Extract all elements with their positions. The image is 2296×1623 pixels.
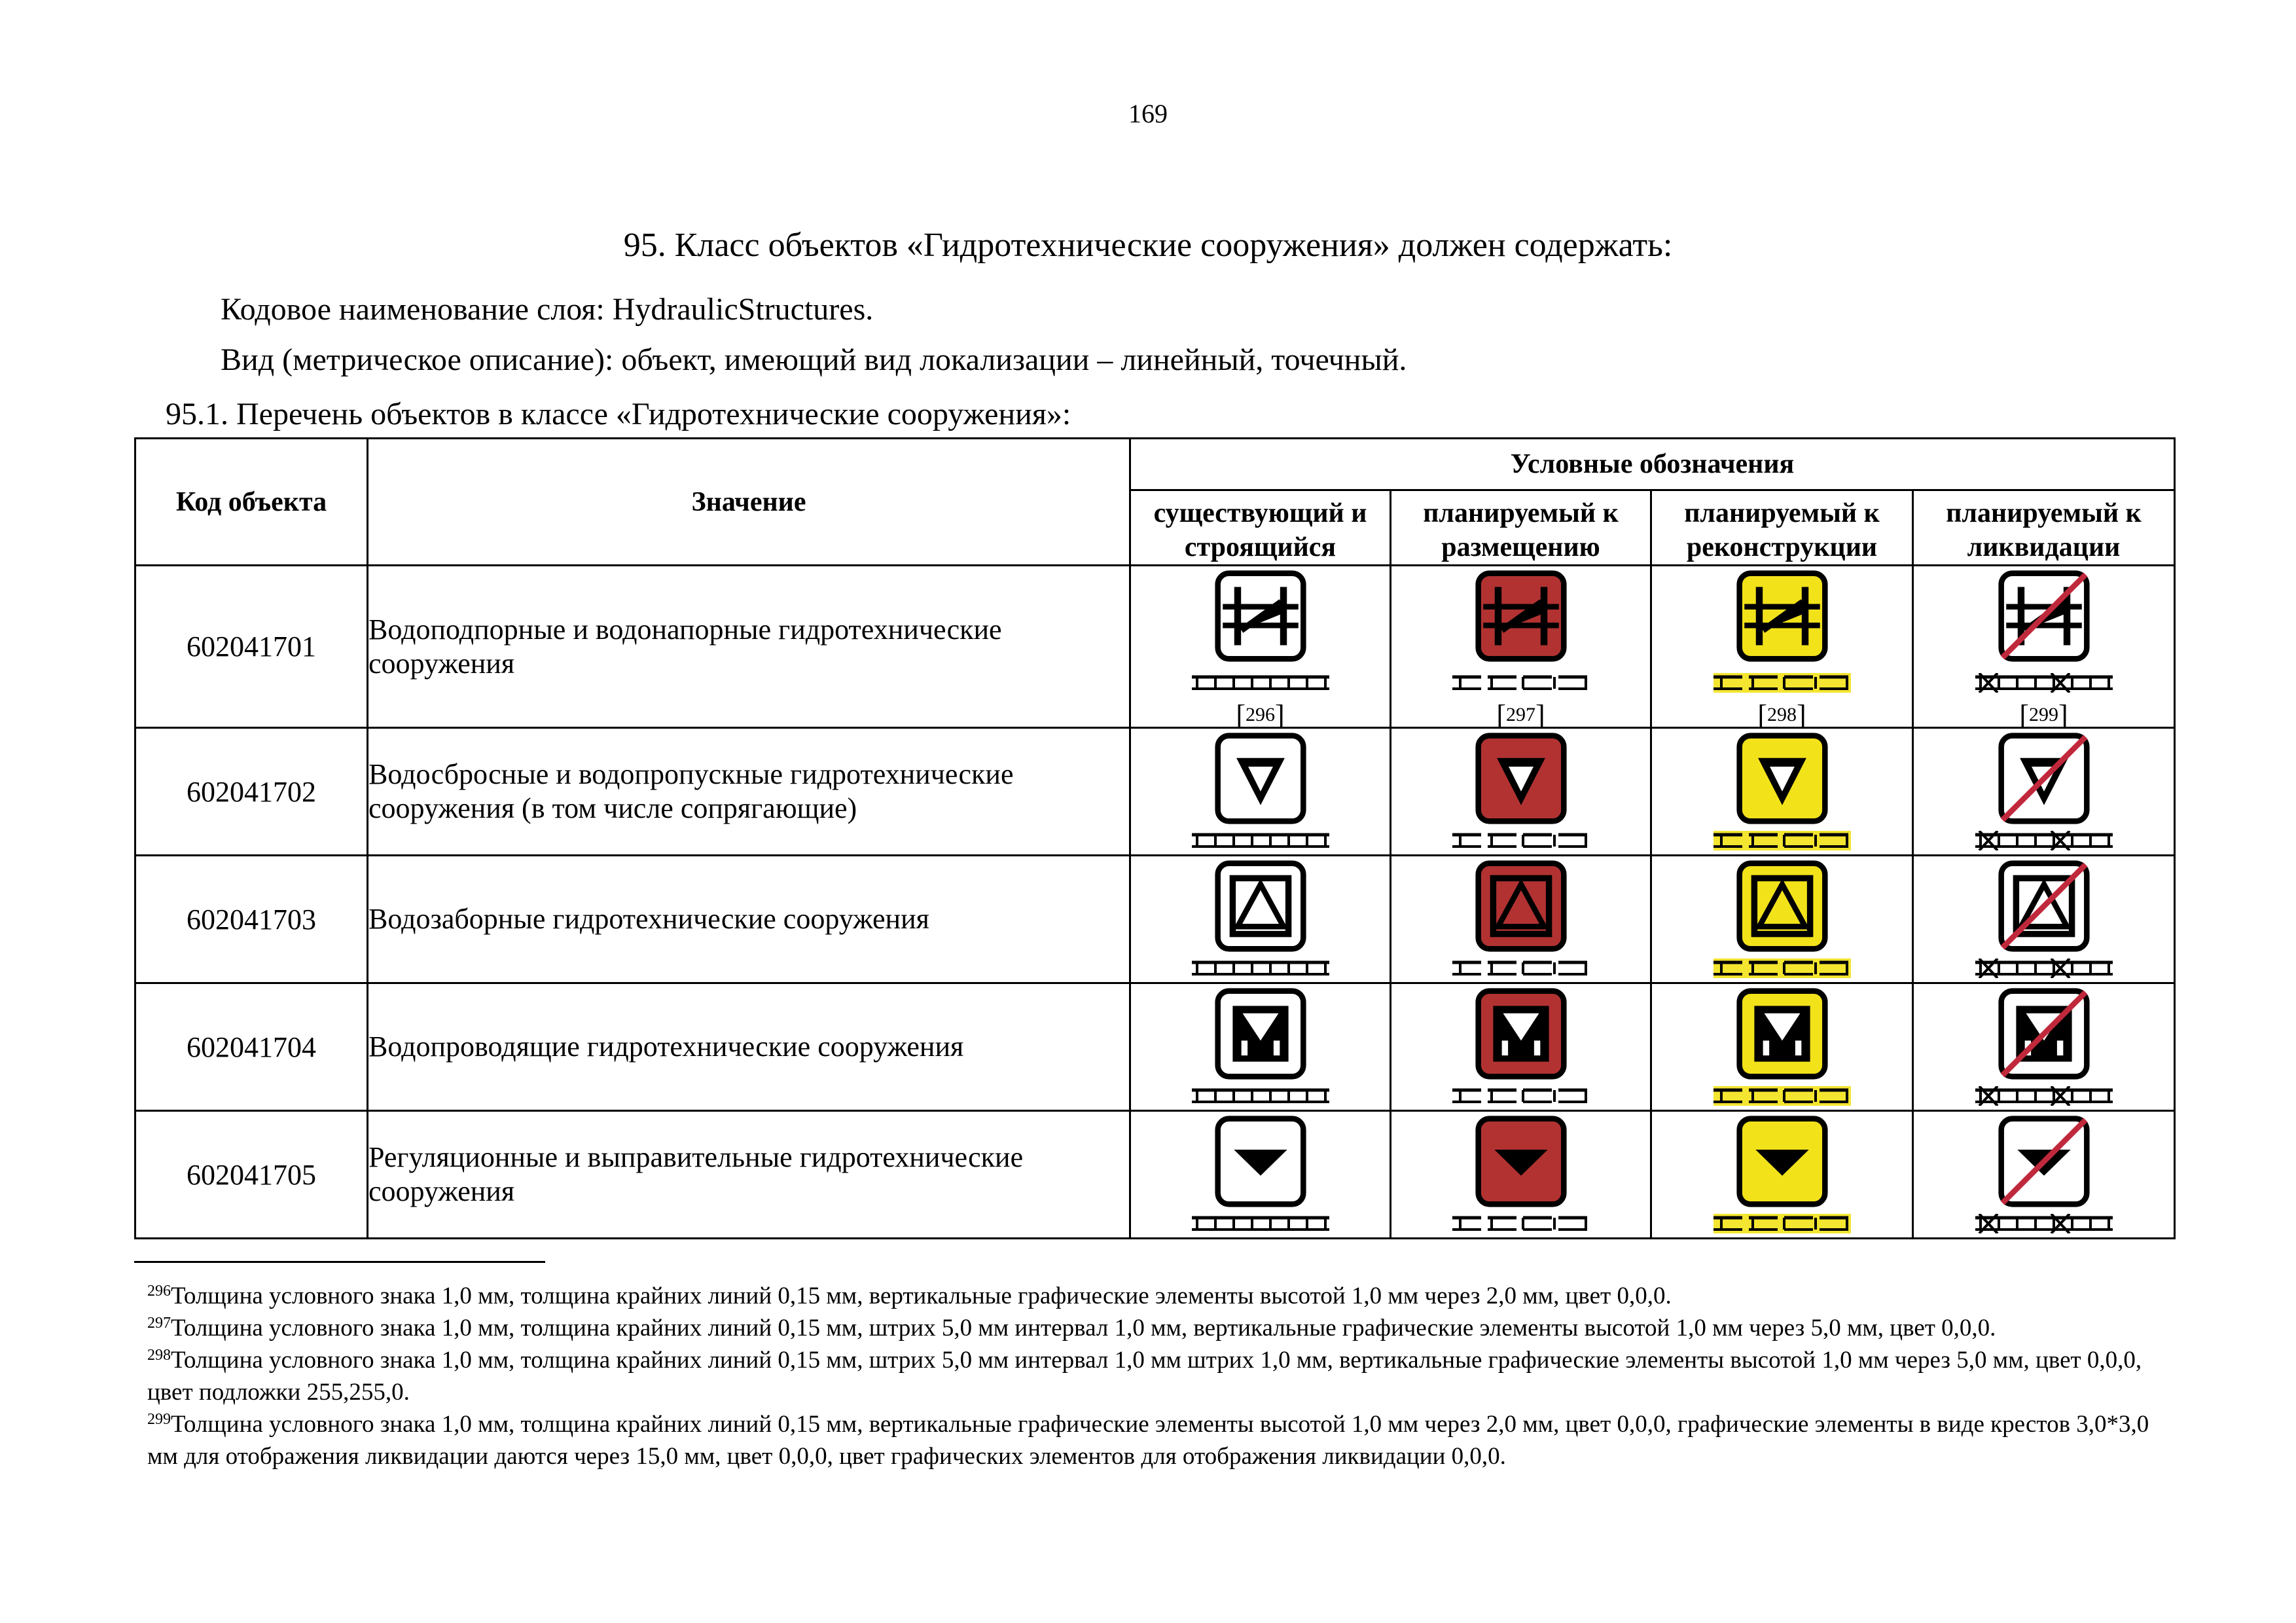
symbol-cell-reconstruction: [1651, 1111, 1913, 1239]
symbol-cell-planned: [1391, 566, 1651, 731]
spillway-icon: [1214, 732, 1307, 825]
spillway-icon: [1998, 732, 2090, 825]
symbol-cell-reconstruction: [1651, 983, 1913, 1111]
symbol-cell-existing: [1130, 983, 1391, 1111]
dam-icon: [1736, 570, 1829, 663]
line-symbol: [1713, 831, 1851, 850]
regulation-icon: [1736, 1115, 1829, 1208]
line-symbol: [1192, 673, 1329, 693]
symbol-cell-liquidation: [1913, 1111, 2175, 1239]
symbol-cell-existing: [1130, 728, 1391, 856]
footnote-divider: [134, 1261, 545, 1263]
symbol-cell-planned: [1391, 728, 1651, 856]
object-code: 602041701: [135, 566, 368, 728]
line-symbol: [1713, 958, 1851, 978]
page-number: 169: [1128, 99, 1168, 128]
line-symbol: [1975, 831, 2113, 850]
line-symbol: [1452, 831, 1590, 850]
header-meaning: Значение: [368, 439, 1130, 566]
object-code: 602041702: [135, 728, 368, 856]
object-code: 602041705: [135, 1111, 368, 1239]
symbol-cell-liquidation: [1913, 983, 2175, 1111]
spillway-icon: [1475, 732, 1568, 825]
table-row: [135, 983, 2175, 1111]
header-liquidation: планируемый к ликвидации: [1913, 490, 2175, 566]
object-meaning: Водопроводящие гидротехнические сооружения: [368, 983, 1130, 1111]
water-intake-icon: [1998, 860, 2090, 953]
line-symbol: [1975, 958, 2113, 978]
dam-icon: [1998, 570, 2090, 663]
header-existing: существующий и строящийся: [1130, 490, 1391, 566]
line-symbol: [1975, 1214, 2113, 1233]
water-intake-icon: [1736, 860, 1829, 953]
object-list-title: 95.1. Перечень объектов в классе «Гидротехнические сооружения»:: [166, 397, 1071, 431]
line-symbol: [1713, 1214, 1851, 1233]
line-symbol: [1452, 673, 1590, 693]
object-code: 602041703: [135, 856, 368, 983]
line-symbol: [1975, 1086, 2113, 1106]
footnotes: [147, 1280, 2150, 1472]
metric-description-line: Вид (метрическое описание): объект, имеющий вид локализации – линейный, точечный.: [221, 342, 1407, 377]
header-symbols: Условные обозначения: [1130, 439, 2175, 490]
symbol-cell-planned: [1391, 1111, 1651, 1239]
symbol-cell-liquidation: [1913, 566, 2175, 731]
footnote: $^{296}$Толщина условного знака 1,0 мм, толщина крайних линий 0,15 мм, вертикальные графические элементы высотой 1,0 мм через 2,0 мм, цвет 0,0,0.: [147, 1283, 1672, 1309]
line-symbol: [1192, 1086, 1329, 1106]
symbol-cell-reconstruction: [1651, 728, 1913, 856]
object-code: 602041704: [135, 983, 368, 1111]
line-symbol: [1975, 673, 2113, 693]
water-intake-icon: [1214, 860, 1307, 953]
line-symbol: [1192, 958, 1329, 978]
water-conduit-icon: [1214, 987, 1307, 1080]
spillway-icon: [1736, 732, 1829, 825]
symbol-cell-existing: [1130, 856, 1391, 983]
symbol-cell-reconstruction: [1651, 856, 1913, 983]
footnote-ref: [298]: [1757, 699, 1806, 731]
footnote-ref: [299]: [2019, 699, 2068, 731]
symbol-cell-existing: [1130, 1111, 1391, 1239]
symbol-cell-existing: [1130, 566, 1391, 731]
footnote-ref: [296]: [1236, 699, 1285, 731]
line-symbol: [1713, 1086, 1851, 1106]
footnote: $^{298}$Толщина условного знака 1,0 мм, толщина крайних линий 0,15 мм, штрих 5,0 мм интервал 1,0 мм штрих 1,0 мм, вертикальные графические элементы высотой 1,0 мм через 5,0 мм, цвет 0,0,0, цвет подложки 255,255,0.: [147, 1347, 2142, 1406]
table-row: [135, 566, 2175, 728]
dam-icon: [1475, 570, 1568, 663]
line-symbol: [1452, 1086, 1590, 1106]
water-conduit-icon: [1736, 987, 1829, 1080]
symbol-cell-planned: [1391, 856, 1651, 983]
objects-table: [134, 437, 2176, 1239]
line-symbol: [1452, 1214, 1590, 1233]
regulation-icon: [1475, 1115, 1568, 1208]
water-intake-icon: [1475, 860, 1568, 953]
dam-icon: [1214, 570, 1307, 663]
line-symbol: [1192, 831, 1329, 850]
line-symbol: [1452, 958, 1590, 978]
line-symbol: [1713, 673, 1851, 693]
object-meaning: Водосбросные и водопропускные гидротехнические сооружения (в том числе сопрягающие): [368, 728, 1130, 856]
symbol-cell-reconstruction: [1651, 566, 1913, 731]
line-symbol: [1192, 1214, 1329, 1233]
layer-code-line: Кодовое наименование слоя: HydraulicStructures.: [221, 292, 874, 327]
object-meaning: Водозаборные гидротехнические сооружения: [368, 856, 1130, 983]
header-code: Код объекта: [135, 439, 368, 566]
table-row: [135, 728, 2175, 856]
regulation-icon: [1998, 1115, 2090, 1208]
section-heading: 95. Класс объектов «Гидротехнические сооружения» должен содержать:: [623, 227, 1673, 264]
water-conduit-icon: [1998, 987, 2090, 1080]
water-conduit-icon: [1475, 987, 1568, 1080]
footnote: $^{299}$Толщина условного знака 1,0 мм, толщина крайних линий 0,15 мм, вертикальные графические элементы высотой 1,0 мм через 2,0 мм, цвет 0,0,0, графические элементы в виде крестов 3,0*3,0 мм для отображения ликвидации даются через 15,0 мм, цвет 0,0,0, цвет графических элементов для отображения ликвидации 0,0,0.: [147, 1411, 2149, 1470]
object-meaning: Водоподпорные и водонапорные гидротехнические сооружения: [368, 566, 1130, 728]
symbol-cell-liquidation: [1913, 856, 2175, 983]
symbol-cell-liquidation: [1913, 728, 2175, 856]
object-meaning: Регуляционные и выправительные гидротехнические сооружения: [368, 1111, 1130, 1239]
header-planned: планируемый к размещению: [1391, 490, 1651, 566]
table-row: [135, 1111, 2175, 1239]
regulation-icon: [1214, 1115, 1307, 1208]
table-row: [135, 856, 2175, 983]
footnote: $^{297}$Толщина условного знака 1,0 мм, толщина крайних линий 0,15 мм, штрих 5,0 мм интервал 1,0 мм, вертикальные графические элементы высотой 1,0 мм через 5,0 мм, цвет 0,0,0.: [147, 1315, 1996, 1341]
footnote-ref: [297]: [1496, 699, 1545, 731]
header-reconstruction: планируемый к реконструкции: [1651, 490, 1913, 566]
symbol-cell-planned: [1391, 983, 1651, 1111]
